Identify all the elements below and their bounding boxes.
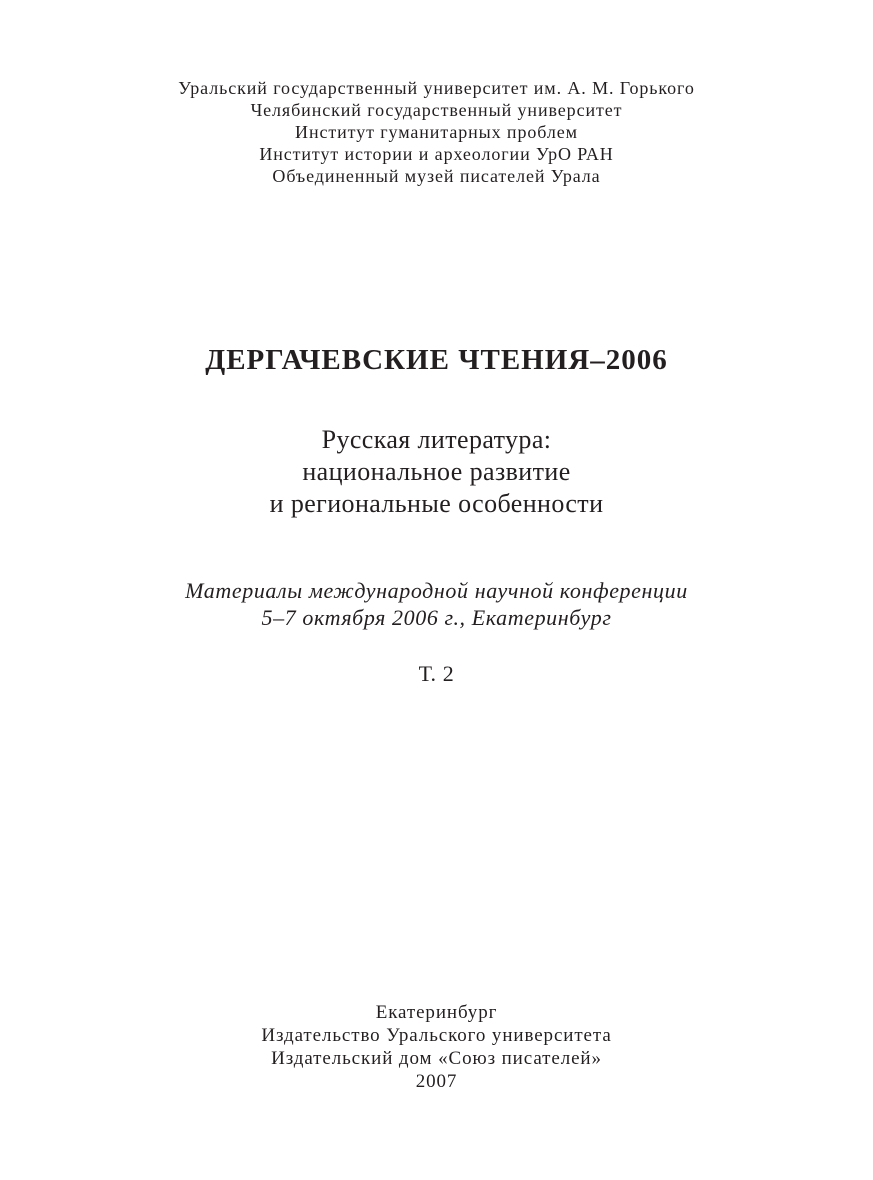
institution-line: Уральский государственный университет им. А. М. Горького (178, 78, 695, 98)
institution-line: Объединенный музей писателей Урала (272, 166, 601, 186)
institution-line: Институт истории и археологии УрО РАН (259, 144, 614, 164)
publisher-name: Издательство Уральского университета (261, 1025, 612, 1046)
volume-text: Т. 2 (418, 661, 455, 686)
institution-line: Институт гуманитарных проблем (295, 122, 578, 142)
subtitle-line: Русская литература: (321, 425, 552, 454)
materials-line: Материалы международной научной конференции (185, 578, 688, 603)
subtitle-line: национальное развитие (302, 457, 571, 486)
subtitle-line: и региональные особенности (269, 489, 604, 518)
publisher-info (0, 1001, 873, 1093)
materials-line: 5–7 октября 2006 г., Екатеринбург (261, 605, 612, 630)
book-title-text: ДЕРГАЧЕВСКИЕ ЧТЕНИЯ–2006 (205, 344, 668, 376)
publisher-house: Издательский дом «Союз писателей» (271, 1048, 602, 1069)
institution-line: Челябинский государственный университет (250, 100, 623, 120)
institutions-list (0, 77, 873, 187)
publication-year: 2007 (415, 1071, 458, 1092)
volume-number (0, 660, 873, 688)
conference-materials (0, 577, 873, 631)
book-title (0, 342, 873, 378)
book-subtitle (0, 424, 873, 520)
publisher-city: Екатеринбург (375, 1002, 498, 1023)
